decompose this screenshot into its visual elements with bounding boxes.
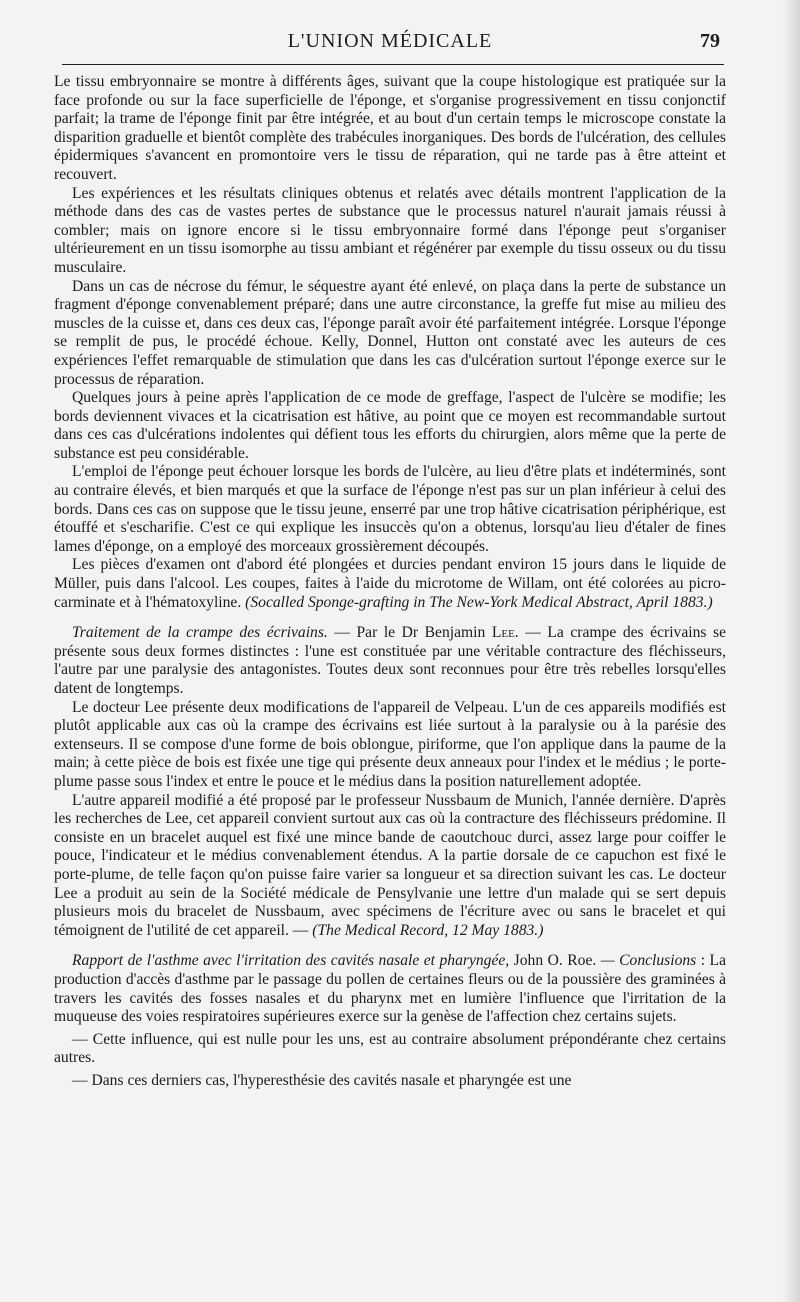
citation: (The Medical Record, 12 May 1883.) [312,921,544,939]
page-header [60,26,720,60]
page-number: 79 [700,30,720,52]
section-lead: — Par le Dr Benjamin [327,624,492,642]
section-author: Lee [491,624,515,642]
section-title: Rapport de l'asthme avec l'irritation des cavités nasale et pharyngée, [72,952,510,970]
section-asthme [54,952,726,1026]
paragraph: L'emploi de l'éponge peut échouer lorsque les bords de l'ulcère, au lieu d'être plats et indéterminés, sont au contraire élevés, et bien marqués et que la surface de l'éponge n'est pas sur un plan inférieur à celui des bords. Dans ces cas on suppose que le tissu jeune, enserré par une trop hâtive cicatrisation périphérique, est étouffé et s'escharifie. C'est ce qui explique les insuccès qu'on a obtenus, lorsqu'au lieu d'étaler de fines lames d'éponge, on a employé des morceaux grossièrement découpés. [54,463,726,555]
article-body [54,73,726,1090]
header-rule [62,64,724,65]
paragraph: — Cette influence, qui est nulle pour les uns, est au contraire absolument prépondérante chez certains autres. [54,1030,726,1067]
paragraph-with-citation [54,792,726,941]
scan-edge-shadow [782,0,800,1302]
paragraph-text: Les pièces d'examen ont d'abord été plongées et durcies pendant environ 15 jours dans le liquide de Müller, puis dans l'alcool. Les coupes, faites à l'aide du microtome de Willam, ont été colorées au picro-carminate et à l'hématoxyline. [54,556,726,611]
section-author: John O. Roe. [509,952,597,970]
citation: (Socalled Sponge-grafting in The New-York Medical Abstract, April 1883.) [245,593,713,611]
paragraph: — Dans ces derniers cas, l'hyperesthésie des cavités nasale et pharyngée est une [72,1071,572,1089]
section-crampe-des-ecrivains [54,624,726,698]
section-text: : La production d'accès d'asthme par le passage du pollen de certaines fleurs ou de la poussière des graminées à travers les cavités des fosses nasales et du pharynx met en lumière l'influence que l'irritation de la muqueuse des voies respiratoires supérieures exerce sur la genèse de l'affection chez certains sujets. [54,952,726,1026]
running-title: L'UNION MÉDICALE [287,30,493,52]
paragraph: Le docteur Lee présente deux modifications de l'appareil de Velpeau. L'un de ces appareils modifiés est plutôt applicable aux cas où la crampe des écrivains est liée surtout à la paralysie ou à la parésie des extenseurs. Il se compose d'une forme de bois oblongue, piriforme, que l'on applique dans la paume de la main; à cette pièce de bois est fixée une tige qui présente deux anneaux pour l'index et le médius ; le porte-plume passe sous l'index et entre le pouce et le médius dans la position naturellement adoptée. [54,698,726,790]
section-label: — Conclusions [596,952,697,970]
paragraph: Quelques jours à peine après l'application de ce mode de greffage, l'aspect de l'ulcère se modifie; les bords deviennent vivaces et la cicatrisation est hâtive, au point que ce moyen est recommandable surtout dans ces cas d'ulcérations indolentes qui défient tous les efforts du chirurgien, alors même que la perte de substance est peu considérable. [54,389,726,462]
paragraph-text: L'autre appareil modifié a été proposé par le professeur Nussbaum de Munich, l'année dernière. D'après les recherches de Lee, cet appareil convient surtout aux cas où la contracture des fléchisseurs prédomine. Il consiste en un bracelet auquel est fixé une mince bande de caoutchouc durci, assez large pour coiffer le pouce, l'indicateur et le médius convenablement étendus. A la partie dorsale de ce capuchon est fixé le porte-plume, de telle façon qu'on puisse faire varier sa longueur et sa direction suivant les cas. Le docteur Lee a produit au sein de la Société médicale de Pensylvanie une lettre d'un malade qui se sert depuis plusieurs mois du bracelet de Nussbaum, avec spécimens de l'écriture avec ou sans le bracelet et qui témoignent de l'utilité de cet appareil. — [54,791,726,939]
paragraph-with-citation [54,556,726,612]
section-title: Traitement de la crampe des écrivains. [72,624,328,642]
paragraph: Le tissu embryonnaire se montre à différents âges, suivant que la coupe histologique est pratiquée sur la face profonde ou sur la face superficielle de l'éponge, et s'organise progressivement en tissu conjonctif parfait; la trame de l'éponge finit par être intégrée, et au bout d'un certain temps le microscope constate la disparition graduelle et bientôt complète des trabécules inorganiques. Des bords de l'ulcération, des cellules épidermiques s'avancent en promontoire vers le tissu de réparation, qui ne tarde pas à être atteint et recouvert. [54,73,726,183]
paragraph: Les expériences et les résultats cliniques obtenus et relatés avec détails montrent l'application de la méthode dans des cas de vastes pertes de substance que le processus naturel n'aurait jamais réussi à combler; mais on ignore encore si le tissu embryonnaire formé dans l'éponge peut s'organiser ultérieurement en un tissu isomorphe au tissu ambiant et régénérer par exemple du tissu osseux ou du tissu musculaire. [54,184,726,276]
section-text: . — La crampe des écrivains se présente sous deux formes distinctes : l'une est constituée par une véritable contracture des fléchisseurs, l'autre par une paralysie des antagonistes. Toutes deux sont reconnues pour être très rebelles lorsqu'elles datent de longtemps. [54,624,726,697]
paragraph: Dans un cas de nécrose du fémur, le séquestre ayant été enlevé, on plaça dans la perte de substance un fragment d'éponge convenablement préparé; dans une autre circonstance, la greffe fut mise au milieu des muscles de la cuisse et, dans ces deux cas, l'éponge paraît avoir été parfaitement intégrée. Lorsque l'éponge se remplit de pus, le procédé échoue. Kelly, Donnel, Hutton ont constaté avec les auteurs de ces expériences l'effet remarquable de stimulation que dans les cas d'ulcération surtout l'éponge exerce sur le processus de réparation. [54,277,726,388]
